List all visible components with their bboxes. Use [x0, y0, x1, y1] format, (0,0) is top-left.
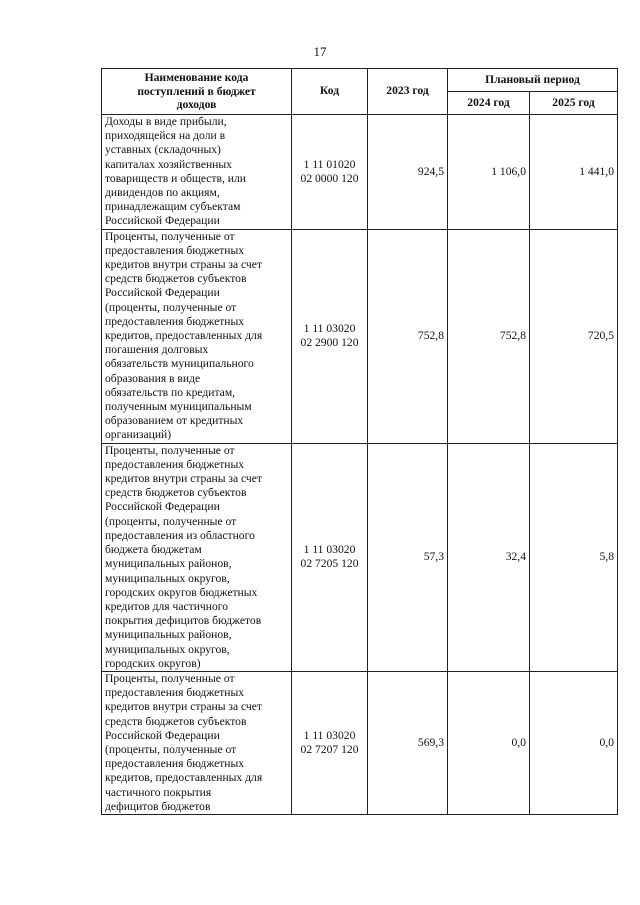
revenue-name-line: городских округов): [105, 656, 201, 670]
revenue-code-cell: [292, 229, 368, 443]
revenue-name-line: средств бюджетов субъектов: [105, 272, 247, 286]
table-body: [102, 115, 618, 815]
revenue-name-line: кредитов для частичного: [105, 599, 229, 613]
revenue-name-line: покрытия дефицитов бюджетов: [105, 614, 262, 628]
revenue-name-line: приходящейся на доли в: [105, 129, 226, 143]
revenue-name-line: муниципальных округов,: [105, 571, 230, 585]
table-row: [102, 115, 618, 230]
revenue-name-line: (проценты, полученные от: [105, 514, 237, 528]
revenue-name-line: средств бюджетов субъектов: [105, 486, 247, 500]
revenue-name-cell: [102, 115, 292, 230]
table-row: [102, 229, 618, 443]
revenue-name-line: (проценты, полученные от: [105, 300, 237, 314]
revenue-code-line: 1 11 03020: [303, 543, 356, 557]
value-2024-cell: 752,8: [448, 229, 530, 443]
header-planning-period: Плановый период: [448, 69, 618, 92]
revenue-name-line: организаций): [105, 428, 172, 442]
revenue-name-line: предоставления бюджетных: [105, 757, 245, 771]
revenue-name-line: средств бюджетов субъектов: [105, 714, 247, 728]
revenue-code-line: 1 11 03020: [303, 321, 356, 335]
revenue-code-cell: [292, 671, 368, 814]
revenue-code-line: 02 2900 120: [300, 336, 359, 350]
revenue-name-line: частичного покрытия: [105, 785, 212, 799]
header-name: [102, 69, 292, 115]
value-2023-cell: 569,3: [368, 671, 448, 814]
value-2023-cell: 57,3: [368, 443, 448, 671]
value-2025-cell: 0,0: [530, 671, 618, 814]
value-2024-cell: 1 106,0: [448, 115, 530, 230]
value-2025-cell: 1 441,0: [530, 115, 618, 230]
revenue-name-line: образованием от кредитных: [105, 414, 244, 428]
header-name-line: поступлений в бюджет: [137, 84, 256, 98]
value-2024-cell: 32,4: [448, 443, 530, 671]
revenue-code-cell: [292, 443, 368, 671]
revenue-name-line: Российской Федерации: [105, 286, 220, 300]
header-name-line: Наименование кода: [144, 71, 249, 85]
revenue-code-line: 02 0000 120: [300, 171, 359, 185]
revenue-name-line: Доходы в виде прибыли,: [105, 115, 227, 128]
header-year-2025: 2025 год: [530, 92, 618, 115]
revenue-name-line: полученным муниципальным: [105, 400, 252, 414]
revenue-name-line: муниципальных округов,: [105, 642, 230, 656]
revenue-name-line: дефицитов бюджетов: [105, 799, 211, 813]
revenue-name-line: кредитов внутри страны за счет: [105, 472, 262, 486]
revenue-name-line: муниципальных районов,: [105, 557, 232, 571]
header-code: Код: [292, 69, 368, 115]
revenue-code-line: 02 7205 120: [300, 557, 359, 571]
revenue-name-line: Проценты, полученные от: [105, 443, 235, 457]
revenue-name-line: предоставления бюджетных: [105, 457, 245, 471]
revenue-name-line: принадлежащим субъектам: [105, 200, 241, 214]
revenue-name-line: городских округов бюджетных: [105, 585, 258, 599]
revenue-code-cell: [292, 115, 368, 230]
revenue-name-line: бюджета бюджетам: [105, 543, 202, 557]
revenue-name-line: Российской Федерации: [105, 214, 220, 228]
revenue-name-line: уставных (складочных): [105, 143, 221, 157]
revenue-name-line: Российской Федерации: [105, 500, 220, 514]
revenue-name-line: Российской Федерации: [105, 728, 220, 742]
revenue-name-line: кредитов, предоставленных для: [105, 771, 263, 785]
revenue-name-line: Проценты, полученные от: [105, 671, 235, 685]
revenue-name-line: кредитов внутри страны за счет: [105, 258, 262, 272]
revenue-name-line: предоставления бюджетных: [105, 686, 245, 700]
header-year-2024: 2024 год: [448, 92, 530, 115]
revenue-code-line: 1 11 03020: [303, 728, 356, 742]
revenue-name-line: капиталах хозяйственных: [105, 157, 232, 171]
revenue-name-line: обязательств по кредитам,: [105, 385, 236, 399]
revenue-code-line: 1 11 01020: [303, 157, 356, 171]
value-2023-cell: 752,8: [368, 229, 448, 443]
revenue-name-line: погашения долговых: [105, 343, 209, 357]
revenue-name-line: кредитов внутри страны за счет: [105, 700, 262, 714]
revenue-name-line: товариществ и обществ, или: [105, 171, 246, 185]
revenue-name-line: предоставления бюджетных: [105, 314, 245, 328]
value-2025-cell: 720,5: [530, 229, 618, 443]
revenue-name-line: дивидендов по акциям,: [105, 186, 220, 200]
header-year-2023: 2023 год: [368, 69, 448, 115]
revenue-name-line: предоставления из областного: [105, 528, 255, 542]
revenue-name-line: образования в виде: [105, 371, 201, 385]
table-row: [102, 671, 618, 814]
revenue-name-line: муниципальных районов,: [105, 628, 232, 642]
value-2024-cell: 0,0: [448, 671, 530, 814]
revenue-table: [101, 68, 618, 815]
table-row: [102, 443, 618, 671]
revenue-name-line: кредитов, предоставленных для: [105, 329, 263, 343]
revenue-code-line: 02 7207 120: [300, 742, 359, 756]
revenue-name-cell: [102, 443, 292, 671]
value-2025-cell: 5,8: [530, 443, 618, 671]
header-name-line: доходов: [176, 98, 217, 112]
revenue-name-cell: [102, 671, 292, 814]
page-number: 17: [313, 44, 327, 59]
revenue-name-line: предоставления бюджетных: [105, 243, 245, 257]
revenue-name-line: Проценты, полученные от: [105, 229, 235, 243]
value-2023-cell: 924,5: [368, 115, 448, 230]
revenue-name-line: (проценты, полученные от: [105, 742, 237, 756]
revenue-name-line: обязательств муниципального: [105, 357, 254, 371]
revenue-name-cell: [102, 229, 292, 443]
